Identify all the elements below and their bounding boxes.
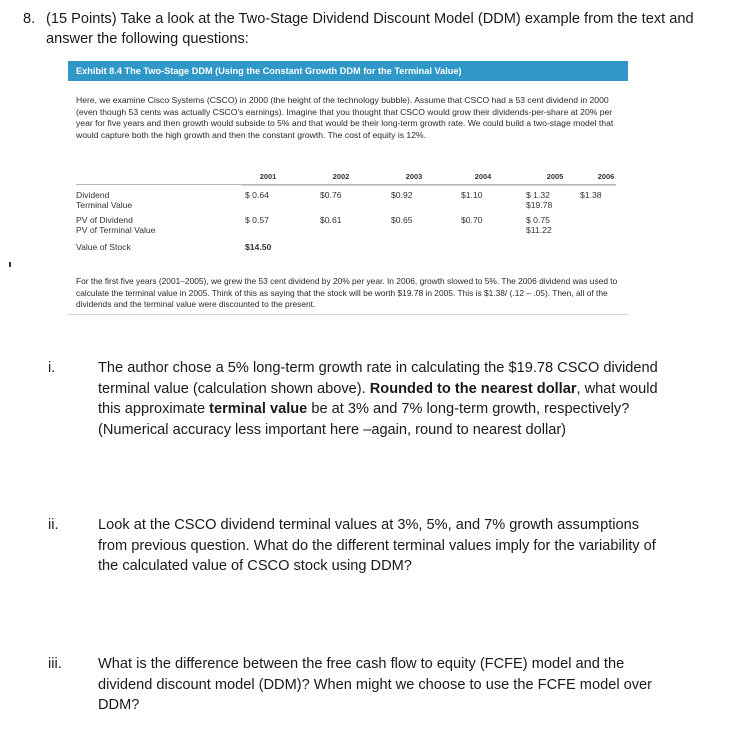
year-2005: 2005 <box>546 172 564 181</box>
row-label-pv-terminal: PV of Terminal Value <box>76 225 156 235</box>
dividend-2006: $1.38 <box>580 190 602 200</box>
dividend-2004: $1.10 <box>461 190 483 200</box>
part-i-bold-2: terminal value <box>209 401 308 417</box>
part-ii-number: ii. <box>48 517 59 533</box>
terminal-value-2005: $19.78 <box>526 200 553 210</box>
part-i-text-3: be at 3% and 7% long-term growth, respectively? (Numerical accuracy less important here –again, round to nearest dollar) <box>98 401 630 438</box>
part-i-text-1: The author chose a 5% long-term growth rate in calculating the $19.78 CSCO dividend terminal value (calculation shown above). <box>98 360 658 397</box>
table-rule-secondary <box>242 185 616 186</box>
dividend-2003: $0.92 <box>391 190 413 200</box>
exhibit-footnote: For the first five years (2001–2005), we grew the 53 cent dividend by 20% per year. In 2006, growth slowed to 5%. The 2006 dividend was used to calculate the terminal value in 2005. Think of this as saying that the stock will be worth $19.78 in 2005. This is $1.38/ (.12 – .05). Then, all of the dividends and the terminal value were discounted to the present. <box>76 276 618 310</box>
part-iii-text: What is the difference between the free cash flow to equity (FCFE) model and the dividend discount model (DDM)? When might we choose to use the FCFE model over DDM? <box>98 656 652 713</box>
question-text: (15 Points) Take a look at the Two-Stage Dividend Discount Model (DDM) example from the text and answer the following questions: <box>46 11 694 47</box>
pv-dividend-2001: $ 0.57 <box>245 215 269 225</box>
year-2004: 2004 <box>474 172 492 181</box>
part-ii-text: Look at the CSCO dividend terminal values at 3%, 5%, and 7% growth assumptions from previous question. What do the different terminal values imply for the variability of the calculated value of CSCO stock using DDM? <box>98 517 656 574</box>
pv-dividend-2003: $0.65 <box>391 215 413 225</box>
row-label-pv-dividend: PV of Dividend <box>76 215 133 225</box>
year-2006: 2006 <box>597 172 615 181</box>
exhibit-panel <box>68 81 628 315</box>
question-number: 8. <box>23 11 36 27</box>
year-2001: 2001 <box>259 172 277 181</box>
pv-dividend-2002: $0.61 <box>320 215 342 225</box>
part-i-text-2: , what would this approximate <box>98 380 658 417</box>
dividend-2001: $ 0.64 <box>245 190 269 200</box>
year-2002: 2002 <box>332 172 350 181</box>
part-iii-number: iii. <box>48 656 62 672</box>
dividend-2002: $0.76 <box>320 190 342 200</box>
part-i-text <box>98 358 663 440</box>
part-i-bold-1: Rounded to the nearest dollar <box>369 380 577 397</box>
pv-terminal-2005: $11.22 <box>526 225 552 235</box>
row-label-dividend: Dividend <box>76 190 110 200</box>
part-i-number: i. <box>48 360 56 376</box>
row-label-value-of-stock: Value of Stock <box>76 242 131 252</box>
pv-dividend-2005: $ 0.75 <box>526 215 550 225</box>
dividend-2005: $ 1.32 <box>526 190 550 200</box>
margin-mark <box>9 262 11 267</box>
year-2003: 2003 <box>405 172 423 181</box>
table-year-header <box>76 172 624 182</box>
exhibit-title: Exhibit 8.4 The Two-Stage DDM (Using the Constant Growth DDM for the Terminal Value) <box>68 61 628 81</box>
exhibit-intro: Here, we examine Cisco Systems (CSCO) in 2000 (the height of the technology bubble). Assume that CSCO had a 53 cent dividend in 2000 (even though 53 cents was actually CSCO's earnings). Imagine that you thought that CSCO would grow their dividends-per-share at 20% per year for five years and then growth would subside to 5% and that would be their long-term growth rate. We could build a two-stage model that would capture both the high growth and then the constant growth. The cost of equity is 12%. <box>76 95 614 141</box>
pv-dividend-2004: $0.70 <box>461 215 483 225</box>
row-label-terminal-value: Terminal Value <box>76 200 133 210</box>
value-of-stock: $14.50 <box>245 242 272 252</box>
